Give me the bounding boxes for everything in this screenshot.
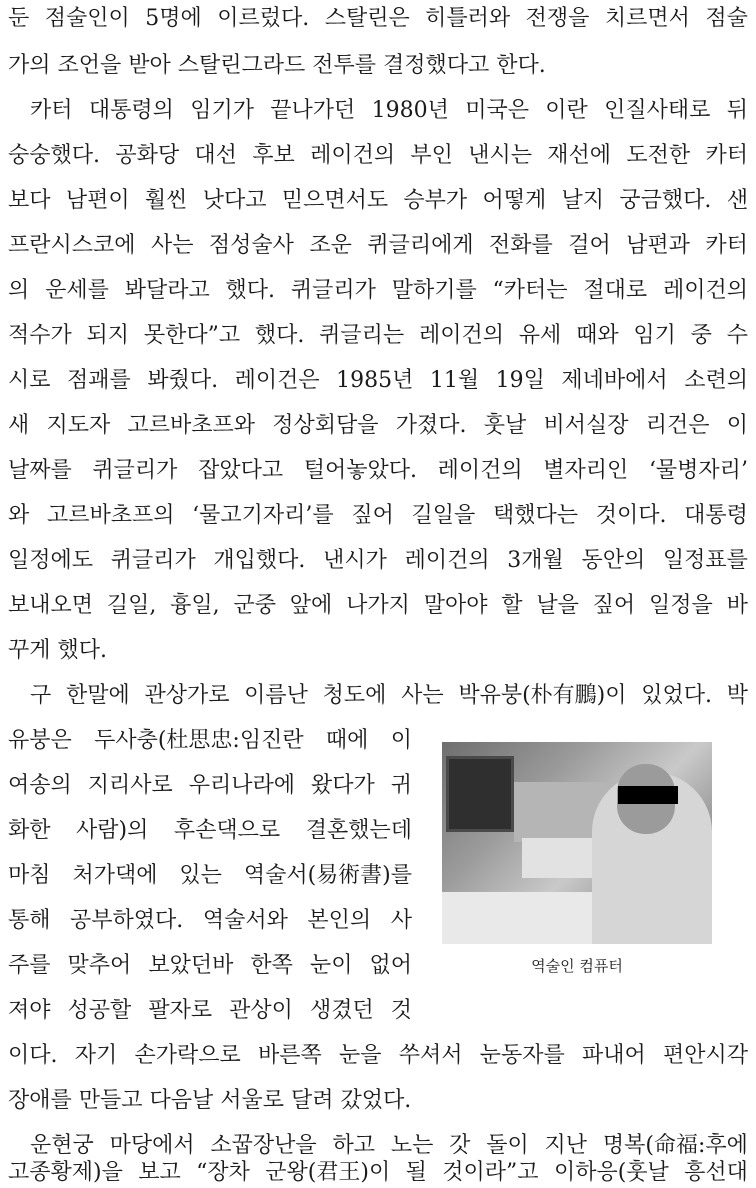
text-line: 날짜를 퀴글리가 잡았다고 털어놓았다. 레이건의 별자리인 ‘물병자리’: [8, 458, 748, 483]
text-line: 화한 사람)의 후손댁으로 결혼했는데: [8, 818, 412, 843]
text-line: 새 지도자 고르바초프와 정상회담을 가졌다. 훗날 비서실장 리건은 이: [8, 413, 748, 438]
text-line: 의 운세를 봐달라고 했다. 퀴글리가 말하기를 “카터는 절대로 레이건의: [8, 278, 748, 303]
text-line: 이다. 자기 손가락으로 바른쪽 눈을 쑤셔서 눈동자를 파내어 편안시각: [8, 1043, 748, 1068]
photo-caption: 역술인 컴퓨터: [531, 957, 623, 975]
monitor-shape: [446, 756, 514, 832]
text-line: 일정에도 퀴글리가 개입했다. 낸시가 레이건의 3개월 동안의 일정표를: [8, 548, 748, 573]
text-line: 숭숭했다. 공화당 대선 후보 레이건의 부인 낸시는 재선에 도전한 카터: [8, 143, 748, 168]
text-line: 꾸게 했다.: [8, 638, 107, 663]
text-line: 운현궁 마당에서 소꿉장난을 하고 노는 갓 돌이 지난 명복(命福:후에: [30, 1133, 748, 1158]
text-line: 져야 성공할 팔자로 관상이 생겼던 것: [8, 998, 412, 1023]
text-line: 장애를 만들고 다음날 서울로 달려 갔었다.: [8, 1088, 412, 1113]
text-line: 고종황제)을 보고 “장차 군왕(君王)이 될 것이라”고 이하응(훗날 흥선대: [8, 1160, 748, 1185]
text-line: 주를 맞추어 보았던바 한쪽 눈이 없어: [8, 953, 412, 978]
text-line: 카터 대통령의 임기가 끝나가던 1980년 미국은 이란 인질사태로 뒤: [30, 98, 748, 123]
text-line: 적수가 되지 못한다”고 했다. 퀴글리는 레이건의 유세 때와 임기 중 수: [8, 323, 748, 348]
text-line: 구 한말에 관상가로 이름난 청도에 사는 박유붕(朴有鵬)이 있었다. 박: [30, 683, 748, 708]
text-line: 프란시스코에 사는 점성술사 조운 퀴글리에게 전화를 걸어 남편과 카터: [8, 233, 748, 258]
censor-bar: [618, 786, 678, 804]
text-line: 마침 처가댁에 있는 역술서(易術書)를: [8, 863, 412, 888]
text-line: 보다 남편이 훨씬 낫다고 믿으면서도 승부가 어떻게 날지 궁금했다. 샌: [8, 188, 748, 213]
text-line: 둔 점술인이 5명에 이르렀다. 스탈린은 히틀러와 전쟁을 치르면서 점술: [8, 6, 748, 31]
text-line: 가의 조언을 받아 스탈린그라드 전투를 결정했다고 한다.: [8, 53, 546, 78]
text-line: 유붕은 두사충(杜思忠:임진란 때에 이: [8, 728, 412, 753]
text-line: 보내오면 길일, 흉일, 군중 앞에 나가지 말아야 할 날을 짚어 일정을 바: [8, 593, 748, 618]
text-line: 통해 공부하였다. 역술서와 본인의 사: [8, 908, 412, 933]
text-line: 여송의 지리사로 우리나라에 왔다가 귀: [8, 773, 412, 798]
text-line: 와 고르바초프의 ‘물고기자리’를 짚어 길일을 택했다는 것이다. 대통령: [8, 503, 748, 528]
photo-fortune-teller-computer: [442, 742, 712, 944]
text-line: 시로 점괘를 봐줬다. 레이건은 1985년 11월 19일 제네바에서 소련의: [8, 368, 748, 393]
